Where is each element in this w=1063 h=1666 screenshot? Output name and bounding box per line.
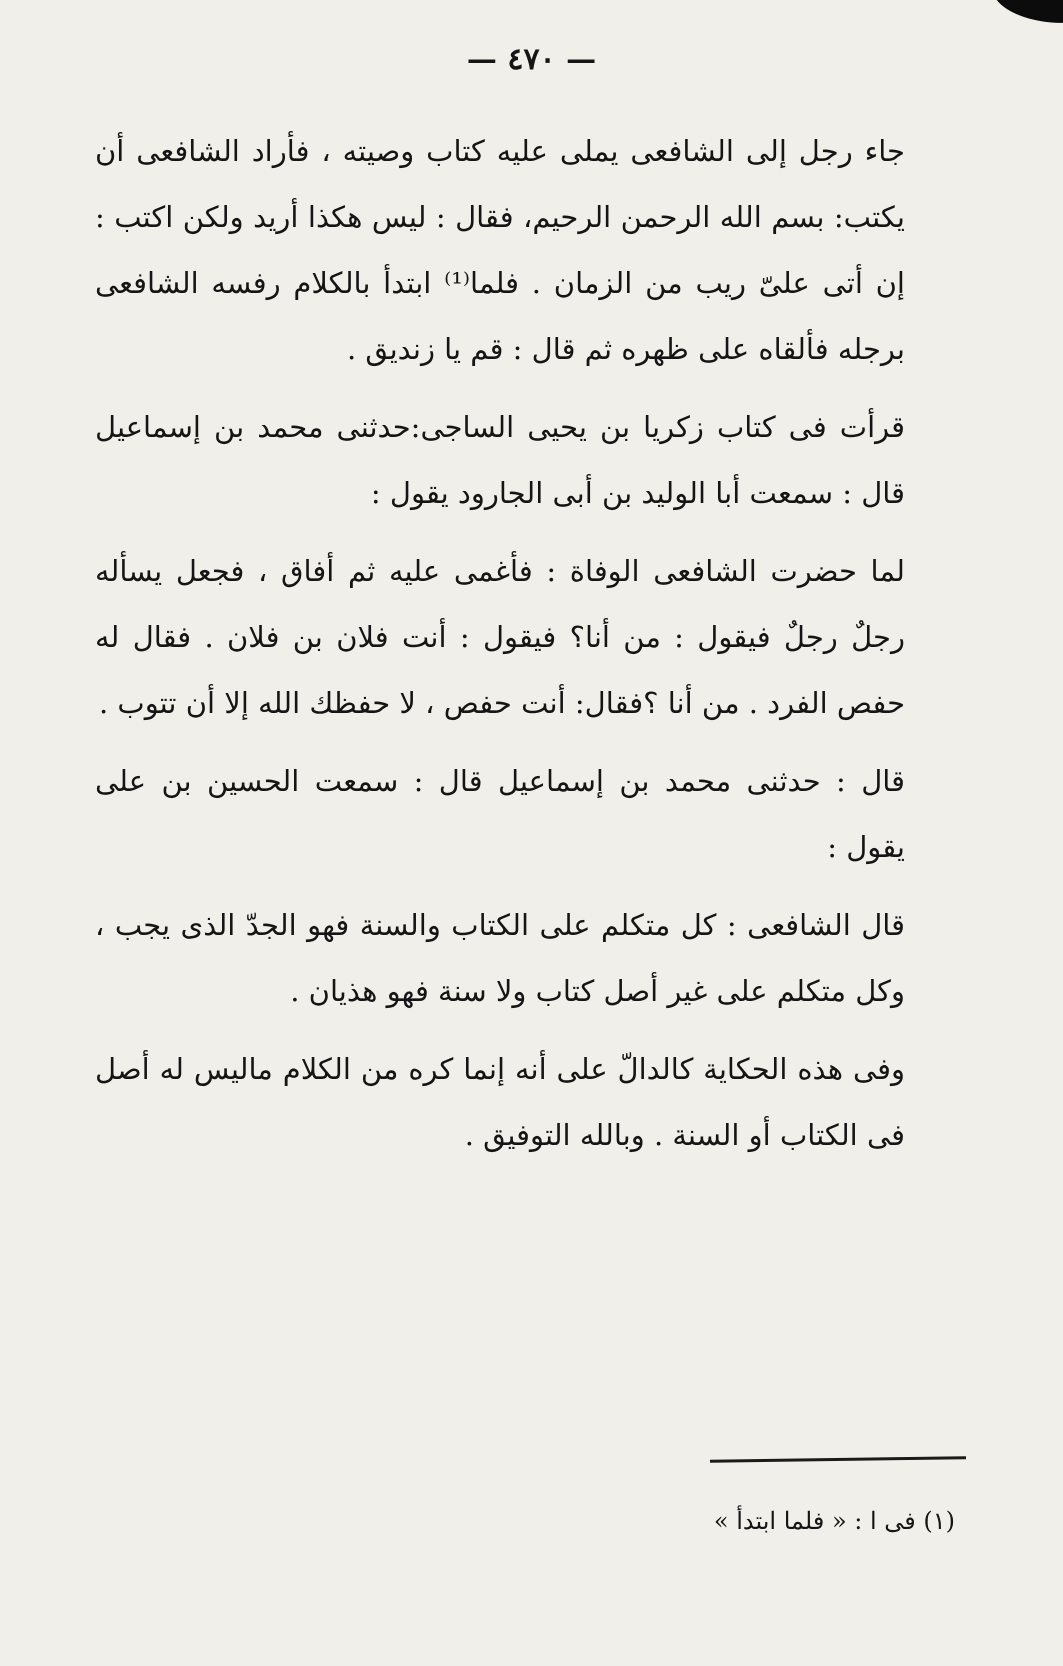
paragraph-2: قرأت فى كتاب زكريا بن يحيى الساجى:حدثنى محمد بن إسماعيل قال : سمعت أبا الوليد بن أبى الجارود يقول : bbox=[95, 410, 905, 510]
page-number: — ٤٧٠ — bbox=[466, 42, 597, 77]
main-text bbox=[95, 118, 905, 1180]
ink-blot bbox=[990, 0, 1063, 29]
paragraph-3: لما حضرت الشافعى الوفاة : فأغمى عليه ثم أفاق ، فجعل يسأله رجلٌ رجلٌ فيقول : من أنا؟ فيقول : أنت فلان بن فلان . فقال له حفص الفرد . من أنا ؟فقال: أنت حفص ، لا حفظك الله إلا أن تتوب . bbox=[95, 554, 905, 720]
paragraph-6: وفى هذه الحكاية كالدالّ على أنه إنما كره من الكلام ماليس له أصل فى الكتاب أو السنة . وبالله التوفيق . bbox=[95, 1052, 905, 1152]
footnote: (١) فى ا : « فلما ابتدأ » bbox=[713, 1507, 955, 1535]
footnote-divider bbox=[710, 1456, 966, 1463]
paragraph-4: قال : حدثنى محمد بن إسماعيل قال : سمعت الحسين بن على يقول : bbox=[95, 764, 905, 864]
paragraph-5: قال الشافعى : كل متكلم على الكتاب والسنة فهو الجدّ الذى يجب ، وكل متكلم على غير أصل كتاب ولا سنة فهو هذيان . bbox=[95, 908, 905, 1008]
paragraph-1: جاء رجل إلى الشافعى يملى عليه كتاب وصيته ، فأراد الشافعى أن يكتب: بسم الله الرحمن الرحيم، فقال : ليس هكذا أريد ولكن اكتب : إن أتى علىّ ريب من الزمان . فلما⁽¹⁾ ابتدأ بالكلام رفسه الشافعى برجله فألقاه على ظهره ثم قال : قم يا زنديق . bbox=[95, 134, 905, 366]
